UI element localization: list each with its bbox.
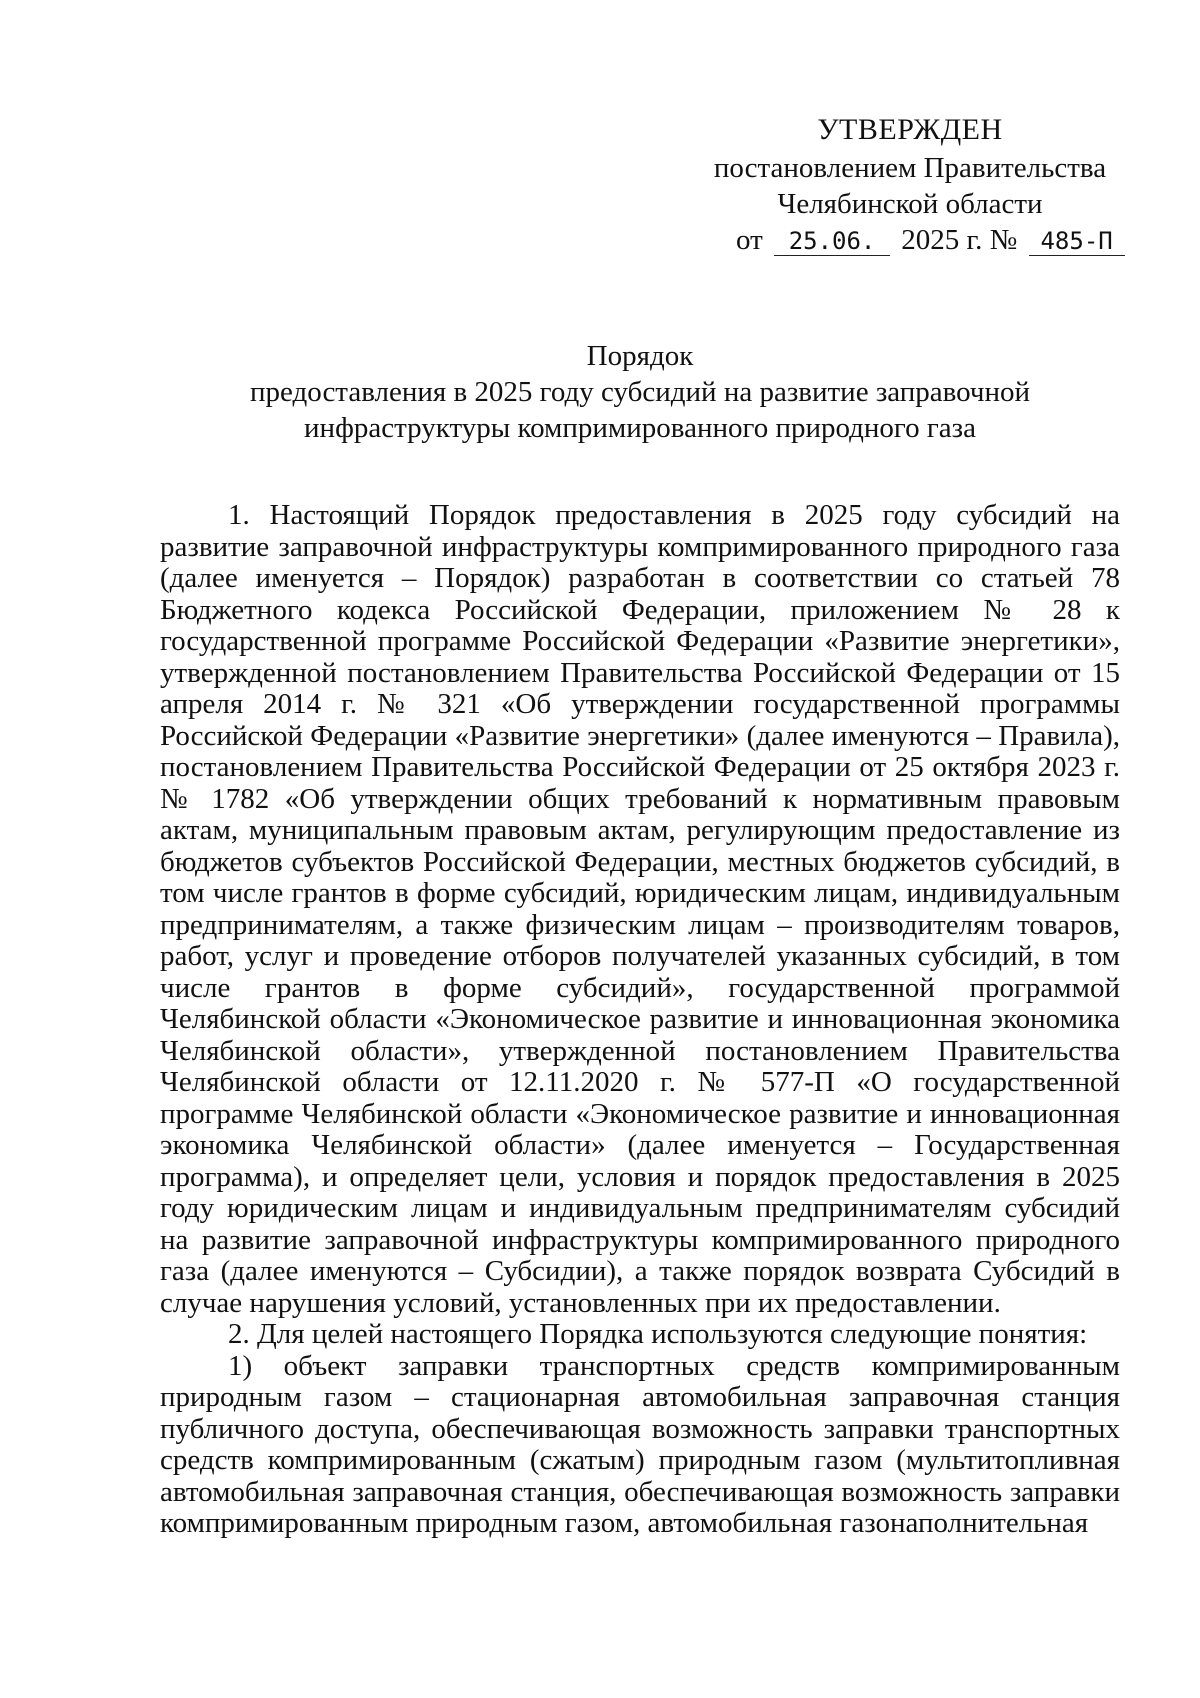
approval-stamp-block [700,112,1120,258]
approval-from-prefix: от [736,224,763,256]
paragraph-2: 2. Для целей настоящего Порядка используются следующие понятия: [228,1318,1088,1350]
approval-title: УТВЕРЖДЕН [817,113,1003,146]
approval-line-1: постановлением Правительства [713,152,1107,184]
approval-number-value: 485-П [1029,227,1125,256]
approval-year-text: 2025 г. № [901,224,1018,256]
approval-line-2: Челябинской области [777,188,1043,220]
paragraph-1: 1. Настоящий Порядок предоставления в 2025 году субсидий на развитие заправочной инфраструктуры компримированного природного газа (далее именуется – Порядок) разработан в соответствии со статьей 78 Бюджетного кодекса Российской Федерации, приложением № 28 к государственной программе Российской Федерации «Развитие энергетики», утвержденной постановлением Правительства Российской Федерации от 15 апреля 2014 г. № 321 «Об утверждении государственной программы Российской Федерации «Развитие энергетики» (далее именуются – Правила), постановлением Правительства Российской Федерации от 25 октября 2023 г. № 1782 «Об утверждении общих требований к нормативным правовым актам, муниципальным правовым актам, регулирующим предоставление из бюджетов субъектов Российской Федерации, местных бюджетов субсидий, в том числе грантов в форме субсидий, юридическим лицам, индивидуальным предпринимателям, а также физическим лицам – производителям товаров, работ, услуг и проведение отборов получателей указанных субсидий, в том числе грантов в форме субсидий», государственной программой Челябинской области «Экономическое развитие и инновационная экономика Челябинской области», утвержденной постановлением Правительства Челябинской области от 12.11.2020 г. № 577-П «О государственной программе Челябинской области «Экономическое развитие и инновационная экономика Челябинской области» (далее именуется – Государственная программа), и определяет цели, условия и порядок предоставления в 2025 году юридическим лицам и индивидуальным предпринимателям субсидий на развитие заправочной инфраструктуры компримированного природного газа (далее именуются – Субсидии), а также порядок возврата Субсидий в случае нарушения условий, установленных при их предоставлении. [160,499,1120,1319]
document-heading [160,338,1120,446]
heading-line-3: инфраструктуры компримированного природного газа [304,412,976,444]
approval-date-value: 25.06. [774,227,890,256]
paragraph-3: 1) объект заправки транспортных средств компримированным природным газом – стационарная автомобильная заправочная станция публичного доступа, обеспечивающая возможность заправки транспортных средств компримированным (сжатым) природным газом (мультитопливная автомобильная заправочная станция, обеспечивающая возможность заправки компримированным природным газом, автомобильная газонаполнительная [160,1349,1120,1539]
heading-line-2: предоставления в 2025 году субсидий на развитие заправочной [249,376,1031,408]
approval-date-line [700,222,1120,258]
document-body [160,500,1120,1540]
heading-line-1: Порядок [586,340,694,372]
